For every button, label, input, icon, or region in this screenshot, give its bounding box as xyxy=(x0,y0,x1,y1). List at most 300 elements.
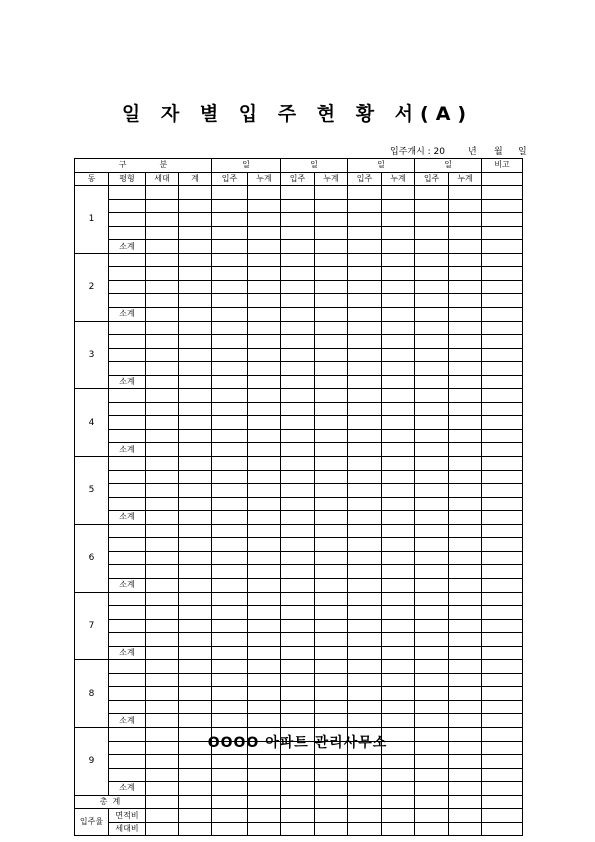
table-cell[interactable] xyxy=(179,497,212,511)
table-cell[interactable] xyxy=(146,687,179,701)
table-cell[interactable] xyxy=(212,578,248,592)
table-cell[interactable] xyxy=(415,673,449,687)
table-cell[interactable] xyxy=(315,199,348,213)
table-cell[interactable] xyxy=(415,294,449,308)
table-cell[interactable] xyxy=(348,660,382,674)
table-cell[interactable] xyxy=(449,795,482,809)
table-cell[interactable] xyxy=(382,551,415,565)
table-cell[interactable] xyxy=(315,782,348,796)
table-cell[interactable] xyxy=(415,443,449,457)
table-cell[interactable] xyxy=(109,253,146,267)
table-cell[interactable] xyxy=(281,240,315,254)
table-cell[interactable] xyxy=(348,768,382,782)
table-cell[interactable] xyxy=(212,199,248,213)
table-cell[interactable] xyxy=(382,362,415,376)
table-cell[interactable] xyxy=(415,389,449,403)
table-cell[interactable] xyxy=(179,443,212,457)
table-cell[interactable] xyxy=(146,511,179,525)
table-cell[interactable] xyxy=(449,700,482,714)
table-cell[interactable] xyxy=(415,809,449,823)
table-cell[interactable] xyxy=(212,186,248,200)
table-cell[interactable] xyxy=(212,606,248,620)
table-cell[interactable] xyxy=(348,565,382,579)
table-cell[interactable] xyxy=(179,646,212,660)
table-cell[interactable] xyxy=(248,768,281,782)
table-cell[interactable] xyxy=(348,809,382,823)
table-cell[interactable] xyxy=(382,755,415,769)
table-cell[interactable] xyxy=(348,619,382,633)
table-cell[interactable] xyxy=(315,592,348,606)
table-cell[interactable] xyxy=(382,511,415,525)
table-cell[interactable] xyxy=(109,484,146,498)
table-cell[interactable] xyxy=(415,213,449,227)
table-cell[interactable] xyxy=(348,186,382,200)
table-cell[interactable] xyxy=(482,199,523,213)
table-cell[interactable] xyxy=(109,348,146,362)
table-cell[interactable] xyxy=(212,646,248,660)
table-cell[interactable] xyxy=(281,267,315,281)
table-cell[interactable] xyxy=(248,348,281,362)
table-cell[interactable] xyxy=(109,226,146,240)
table-cell[interactable] xyxy=(482,511,523,525)
table-cell[interactable] xyxy=(146,240,179,254)
table-cell[interactable] xyxy=(382,660,415,674)
table-cell[interactable] xyxy=(179,592,212,606)
table-cell[interactable] xyxy=(179,551,212,565)
table-cell[interactable] xyxy=(248,551,281,565)
table-cell[interactable] xyxy=(109,267,146,281)
table-cell[interactable] xyxy=(348,592,382,606)
table-cell[interactable] xyxy=(482,592,523,606)
table-cell[interactable] xyxy=(482,226,523,240)
table-cell[interactable] xyxy=(146,795,179,809)
table-cell[interactable] xyxy=(248,186,281,200)
table-cell[interactable] xyxy=(315,511,348,525)
table-cell[interactable] xyxy=(248,470,281,484)
table-cell[interactable] xyxy=(109,538,146,552)
table-cell[interactable] xyxy=(212,402,248,416)
table-cell[interactable] xyxy=(482,524,523,538)
table-cell[interactable] xyxy=(382,524,415,538)
table-cell[interactable] xyxy=(482,470,523,484)
table-cell[interactable] xyxy=(415,226,449,240)
table-cell[interactable] xyxy=(281,443,315,457)
table-cell[interactable] xyxy=(348,524,382,538)
table-cell[interactable] xyxy=(482,335,523,349)
table-cell[interactable] xyxy=(281,592,315,606)
table-cell[interactable] xyxy=(146,768,179,782)
table-cell[interactable] xyxy=(281,497,315,511)
table-cell[interactable] xyxy=(348,267,382,281)
table-cell[interactable] xyxy=(146,213,179,227)
table-cell[interactable] xyxy=(449,511,482,525)
table-cell[interactable] xyxy=(281,348,315,362)
table-cell[interactable] xyxy=(179,213,212,227)
table-cell[interactable] xyxy=(109,416,146,430)
table-cell[interactable] xyxy=(248,267,281,281)
table-cell[interactable] xyxy=(315,362,348,376)
table-cell[interactable] xyxy=(382,375,415,389)
table-cell[interactable] xyxy=(482,755,523,769)
table-cell[interactable] xyxy=(281,416,315,430)
table-cell[interactable] xyxy=(179,822,212,836)
table-cell[interactable] xyxy=(449,213,482,227)
table-cell[interactable] xyxy=(212,687,248,701)
table-cell[interactable] xyxy=(482,457,523,471)
table-cell[interactable] xyxy=(179,335,212,349)
table-cell[interactable] xyxy=(109,497,146,511)
table-cell[interactable] xyxy=(146,253,179,267)
table-cell[interactable] xyxy=(348,213,382,227)
table-cell[interactable] xyxy=(179,457,212,471)
table-cell[interactable] xyxy=(449,457,482,471)
table-cell[interactable] xyxy=(109,402,146,416)
table-cell[interactable] xyxy=(382,809,415,823)
table-cell[interactable] xyxy=(212,321,248,335)
table-cell[interactable] xyxy=(146,484,179,498)
table-cell[interactable] xyxy=(382,592,415,606)
table-cell[interactable] xyxy=(146,335,179,349)
table-cell[interactable] xyxy=(348,429,382,443)
table-cell[interactable] xyxy=(146,362,179,376)
table-cell[interactable] xyxy=(146,280,179,294)
table-cell[interactable] xyxy=(109,768,146,782)
table-cell[interactable] xyxy=(482,267,523,281)
table-cell[interactable] xyxy=(415,308,449,322)
table-cell[interactable] xyxy=(109,606,146,620)
table-cell[interactable] xyxy=(449,253,482,267)
table-cell[interactable] xyxy=(449,524,482,538)
table-cell[interactable] xyxy=(482,308,523,322)
table-cell[interactable] xyxy=(382,497,415,511)
table-cell[interactable] xyxy=(146,565,179,579)
table-cell[interactable] xyxy=(248,213,281,227)
table-cell[interactable] xyxy=(109,633,146,647)
table-cell[interactable] xyxy=(482,551,523,565)
table-cell[interactable] xyxy=(146,809,179,823)
table-cell[interactable] xyxy=(281,660,315,674)
table-cell[interactable] xyxy=(146,186,179,200)
table-cell[interactable] xyxy=(315,348,348,362)
table-cell[interactable] xyxy=(212,700,248,714)
table-cell[interactable] xyxy=(212,822,248,836)
table-cell[interactable] xyxy=(109,660,146,674)
table-cell[interactable] xyxy=(146,348,179,362)
table-cell[interactable] xyxy=(449,646,482,660)
table-cell[interactable] xyxy=(482,809,523,823)
table-cell[interactable] xyxy=(348,375,382,389)
table-cell[interactable] xyxy=(146,700,179,714)
table-cell[interactable] xyxy=(348,646,382,660)
table-cell[interactable] xyxy=(109,213,146,227)
table-cell[interactable] xyxy=(179,700,212,714)
table-cell[interactable] xyxy=(248,335,281,349)
table-cell[interactable] xyxy=(212,551,248,565)
table-cell[interactable] xyxy=(482,429,523,443)
table-cell[interactable] xyxy=(281,362,315,376)
table-cell[interactable] xyxy=(415,335,449,349)
table-cell[interactable] xyxy=(315,673,348,687)
table-cell[interactable] xyxy=(482,375,523,389)
table-cell[interactable] xyxy=(248,511,281,525)
table-cell[interactable] xyxy=(348,578,382,592)
table-cell[interactable] xyxy=(482,619,523,633)
table-cell[interactable] xyxy=(281,633,315,647)
table-cell[interactable] xyxy=(315,186,348,200)
table-cell[interactable] xyxy=(212,768,248,782)
table-cell[interactable] xyxy=(482,700,523,714)
table-cell[interactable] xyxy=(382,213,415,227)
table-cell[interactable] xyxy=(315,226,348,240)
table-cell[interactable] xyxy=(382,186,415,200)
table-cell[interactable] xyxy=(382,416,415,430)
table-cell[interactable] xyxy=(348,687,382,701)
table-cell[interactable] xyxy=(348,714,382,728)
table-cell[interactable] xyxy=(179,538,212,552)
table-cell[interactable] xyxy=(212,267,248,281)
table-cell[interactable] xyxy=(348,416,382,430)
table-cell[interactable] xyxy=(482,213,523,227)
table-cell[interactable] xyxy=(348,280,382,294)
table-cell[interactable] xyxy=(281,565,315,579)
table-cell[interactable] xyxy=(348,470,382,484)
table-cell[interactable] xyxy=(315,551,348,565)
table-cell[interactable] xyxy=(382,795,415,809)
table-cell[interactable] xyxy=(382,768,415,782)
table-cell[interactable] xyxy=(348,484,382,498)
table-cell[interactable] xyxy=(315,280,348,294)
table-cell[interactable] xyxy=(281,280,315,294)
table-cell[interactable] xyxy=(248,646,281,660)
table-cell[interactable] xyxy=(482,253,523,267)
table-cell[interactable] xyxy=(348,457,382,471)
table-cell[interactable] xyxy=(348,822,382,836)
table-cell[interactable] xyxy=(146,551,179,565)
table-cell[interactable] xyxy=(281,511,315,525)
table-cell[interactable] xyxy=(179,633,212,647)
table-cell[interactable] xyxy=(248,755,281,769)
table-cell[interactable] xyxy=(212,633,248,647)
table-cell[interactable] xyxy=(315,687,348,701)
table-cell[interactable] xyxy=(449,484,482,498)
table-cell[interactable] xyxy=(248,294,281,308)
table-cell[interactable] xyxy=(281,335,315,349)
table-cell[interactable] xyxy=(179,308,212,322)
table-cell[interactable] xyxy=(281,321,315,335)
table-cell[interactable] xyxy=(382,714,415,728)
table-cell[interactable] xyxy=(449,809,482,823)
table-cell[interactable] xyxy=(449,619,482,633)
table-cell[interactable] xyxy=(146,470,179,484)
table-cell[interactable] xyxy=(281,308,315,322)
table-cell[interactable] xyxy=(415,619,449,633)
table-cell[interactable] xyxy=(248,280,281,294)
table-cell[interactable] xyxy=(109,186,146,200)
table-cell[interactable] xyxy=(348,321,382,335)
table-cell[interactable] xyxy=(482,280,523,294)
table-cell[interactable] xyxy=(449,416,482,430)
table-cell[interactable] xyxy=(482,606,523,620)
table-cell[interactable] xyxy=(382,389,415,403)
table-cell[interactable] xyxy=(281,253,315,267)
table-cell[interactable] xyxy=(315,321,348,335)
table-cell[interactable] xyxy=(248,619,281,633)
table-cell[interactable] xyxy=(179,484,212,498)
table-cell[interactable] xyxy=(482,822,523,836)
table-cell[interactable] xyxy=(212,308,248,322)
table-cell[interactable] xyxy=(281,700,315,714)
table-cell[interactable] xyxy=(248,199,281,213)
table-cell[interactable] xyxy=(212,389,248,403)
table-cell[interactable] xyxy=(248,253,281,267)
table-cell[interactable] xyxy=(281,795,315,809)
table-cell[interactable] xyxy=(482,660,523,674)
table-cell[interactable] xyxy=(482,484,523,498)
table-cell[interactable] xyxy=(212,280,248,294)
table-cell[interactable] xyxy=(248,592,281,606)
table-cell[interactable] xyxy=(179,402,212,416)
table-cell[interactable] xyxy=(281,755,315,769)
table-cell[interactable] xyxy=(146,443,179,457)
table-cell[interactable] xyxy=(348,335,382,349)
table-cell[interactable] xyxy=(179,782,212,796)
table-cell[interactable] xyxy=(449,714,482,728)
table-cell[interactable] xyxy=(281,538,315,552)
table-cell[interactable] xyxy=(482,673,523,687)
table-cell[interactable] xyxy=(415,578,449,592)
table-cell[interactable] xyxy=(382,402,415,416)
table-cell[interactable] xyxy=(281,402,315,416)
table-cell[interactable] xyxy=(348,511,382,525)
table-cell[interactable] xyxy=(248,660,281,674)
table-cell[interactable] xyxy=(212,809,248,823)
table-cell[interactable] xyxy=(248,321,281,335)
table-cell[interactable] xyxy=(449,375,482,389)
table-cell[interactable] xyxy=(415,687,449,701)
table-cell[interactable] xyxy=(415,538,449,552)
table-cell[interactable] xyxy=(315,822,348,836)
table-cell[interactable] xyxy=(146,321,179,335)
table-cell[interactable] xyxy=(449,362,482,376)
table-cell[interactable] xyxy=(415,511,449,525)
table-cell[interactable] xyxy=(315,470,348,484)
table-cell[interactable] xyxy=(382,822,415,836)
table-cell[interactable] xyxy=(248,578,281,592)
table-cell[interactable] xyxy=(281,429,315,443)
table-cell[interactable] xyxy=(449,389,482,403)
table-cell[interactable] xyxy=(348,538,382,552)
table-cell[interactable] xyxy=(449,186,482,200)
table-cell[interactable] xyxy=(315,389,348,403)
table-cell[interactable] xyxy=(248,402,281,416)
table-cell[interactable] xyxy=(382,443,415,457)
table-cell[interactable] xyxy=(146,606,179,620)
table-cell[interactable] xyxy=(415,267,449,281)
table-cell[interactable] xyxy=(146,429,179,443)
table-cell[interactable] xyxy=(248,308,281,322)
table-cell[interactable] xyxy=(212,782,248,796)
table-cell[interactable] xyxy=(348,308,382,322)
table-cell[interactable] xyxy=(212,511,248,525)
table-cell[interactable] xyxy=(281,578,315,592)
table-cell[interactable] xyxy=(109,280,146,294)
table-cell[interactable] xyxy=(415,633,449,647)
table-cell[interactable] xyxy=(248,606,281,620)
table-cell[interactable] xyxy=(248,389,281,403)
table-cell[interactable] xyxy=(382,782,415,796)
table-cell[interactable] xyxy=(179,470,212,484)
table-cell[interactable] xyxy=(146,375,179,389)
table-cell[interactable] xyxy=(482,782,523,796)
table-cell[interactable] xyxy=(315,308,348,322)
table-cell[interactable] xyxy=(179,524,212,538)
table-cell[interactable] xyxy=(415,606,449,620)
table-cell[interactable] xyxy=(179,199,212,213)
table-cell[interactable] xyxy=(281,186,315,200)
table-cell[interactable] xyxy=(482,348,523,362)
table-cell[interactable] xyxy=(348,606,382,620)
table-cell[interactable] xyxy=(212,416,248,430)
table-cell[interactable] xyxy=(248,497,281,511)
table-cell[interactable] xyxy=(315,429,348,443)
table-cell[interactable] xyxy=(415,402,449,416)
table-cell[interactable] xyxy=(109,457,146,471)
table-cell[interactable] xyxy=(415,822,449,836)
table-cell[interactable] xyxy=(348,443,382,457)
table-cell[interactable] xyxy=(179,253,212,267)
table-cell[interactable] xyxy=(109,755,146,769)
table-cell[interactable] xyxy=(482,186,523,200)
table-cell[interactable] xyxy=(212,524,248,538)
table-cell[interactable] xyxy=(382,267,415,281)
table-cell[interactable] xyxy=(449,782,482,796)
table-cell[interactable] xyxy=(348,199,382,213)
table-cell[interactable] xyxy=(315,633,348,647)
table-cell[interactable] xyxy=(179,375,212,389)
table-cell[interactable] xyxy=(348,362,382,376)
table-cell[interactable] xyxy=(415,253,449,267)
table-cell[interactable] xyxy=(482,633,523,647)
table-cell[interactable] xyxy=(348,700,382,714)
table-cell[interactable] xyxy=(415,524,449,538)
table-cell[interactable] xyxy=(449,294,482,308)
table-cell[interactable] xyxy=(315,443,348,457)
table-cell[interactable] xyxy=(348,497,382,511)
table-cell[interactable] xyxy=(146,389,179,403)
table-cell[interactable] xyxy=(415,795,449,809)
table-cell[interactable] xyxy=(315,578,348,592)
table-cell[interactable] xyxy=(348,348,382,362)
table-cell[interactable] xyxy=(179,240,212,254)
table-cell[interactable] xyxy=(179,362,212,376)
table-cell[interactable] xyxy=(248,416,281,430)
table-cell[interactable] xyxy=(449,443,482,457)
table-cell[interactable] xyxy=(482,578,523,592)
table-cell[interactable] xyxy=(281,524,315,538)
table-cell[interactable] xyxy=(248,714,281,728)
table-cell[interactable] xyxy=(315,416,348,430)
table-cell[interactable] xyxy=(382,294,415,308)
table-cell[interactable] xyxy=(109,619,146,633)
table-cell[interactable] xyxy=(315,700,348,714)
table-cell[interactable] xyxy=(146,199,179,213)
table-cell[interactable] xyxy=(248,429,281,443)
table-cell[interactable] xyxy=(382,687,415,701)
table-cell[interactable] xyxy=(482,687,523,701)
table-cell[interactable] xyxy=(179,565,212,579)
table-cell[interactable] xyxy=(212,673,248,687)
table-cell[interactable] xyxy=(212,457,248,471)
